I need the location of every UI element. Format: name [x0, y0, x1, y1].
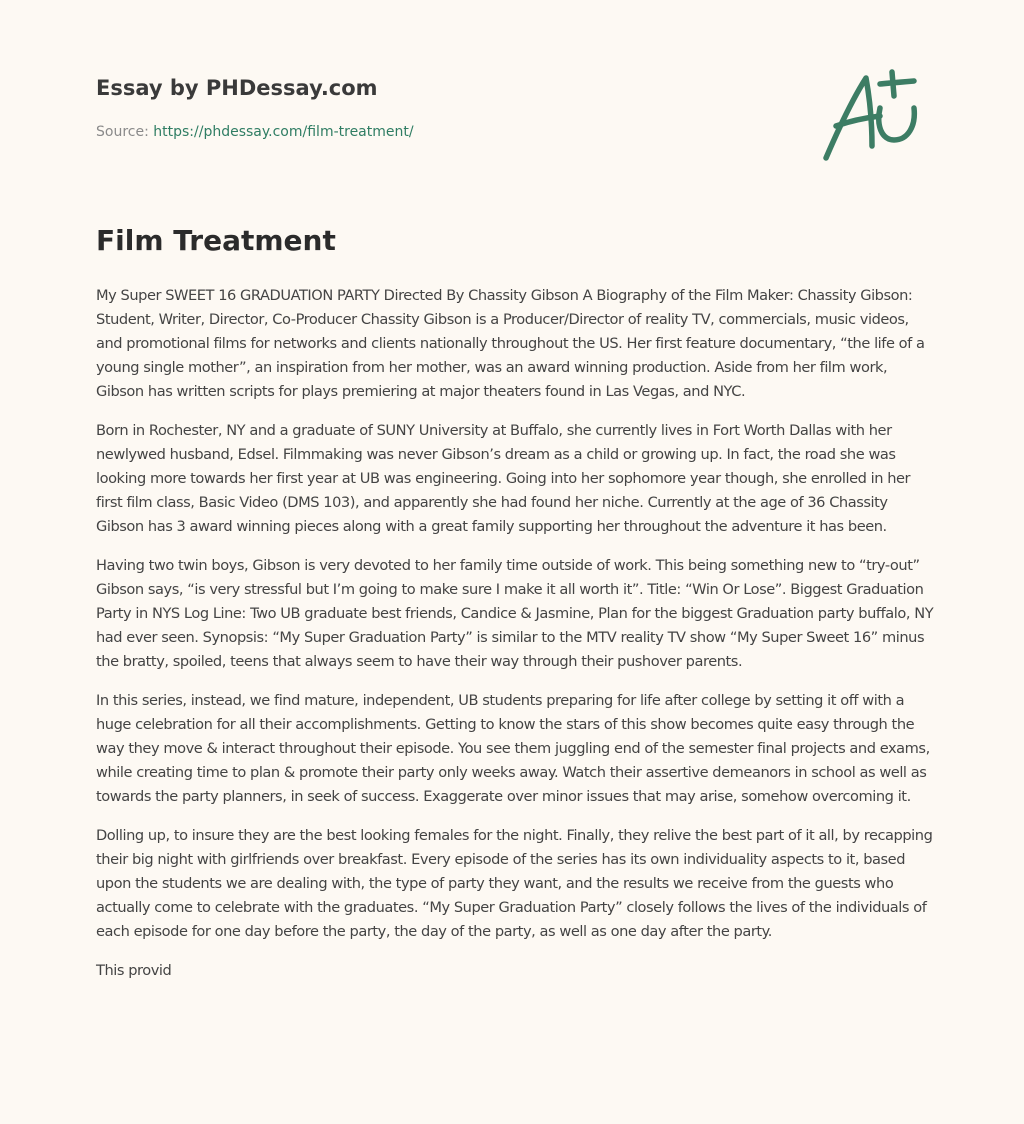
site-brand: Essay by PHDessay.com: [96, 76, 378, 100]
source-label: Source:: [96, 124, 154, 140]
essay-paragraph: Dolling up, to insure they are the best looking females for the night. Finally, they relive the best part of it all, by recapping their big night with girlfriends over breakfast. Every episode of the series has its own individuality aspects to it, based upon the students we are dealing with, the type of party they want, and the results we receive from the guests who actually come to celebrate with the graduates. “My Super Graduation Party” closely follows the lives of the individuals of each episode for one day before the party, the day of the party, as well as one day after the party.: [96, 827, 933, 940]
essay-paragraph: My Super SWEET 16 GRADUATION PARTY Directed By Chassity Gibson A Biography of the Film Maker: Chassity Gibson: Student, Writer, Director, Co-Producer Chassity Gibson is a Producer/Director of reality TV, commercials, music videos, and promotional films for networks and clients nationally throughout the US. Her first feature documentary, “the life of a young single mother”, an inspiration from her mother, was an award winning production. Aside from her film work, Gibson has written scripts for plays premiering at major theaters found in Las Vegas, and NYC.: [96, 287, 925, 400]
essay-paragraph: Having two twin boys, Gibson is very devoted to her family time outside of work. This being something new to “try-out” Gibson says, “is very stressful but I’m going to make sure I make it all worth it”. Title: “Win Or Lose”. Biggest Graduation Party in NYS Log Line: Two UB graduate best friends, Candice & Jasmine, Plan for the biggest Graduation party buffalo, NY had ever seen. Synopsis: “My Super Graduation Party” is similar to the MTV reality TV show “My Super Sweet 16” minus the bratty, spoiled, teens that always seem to have their way through their pushover parents.: [96, 557, 934, 670]
essay-paragraph: Born in Rochester, NY and a graduate of SUNY University at Buffalo, she currently lives in Fort Worth Dallas with her newlywed husband, Edsel. Filmmaking was never Gibson’s dream as a child or growing up. In fact, the road she was looking more towards her first year at UB was engineering. Going into her sophomore year though, she enrolled in her first film class, Basic Video (DMS 103), and apparently she had found her niche. Currently at the age of 36 Chassity Gibson has 3 award winning pieces along with a great family supporting her throughout the adventure it has been.: [96, 422, 911, 535]
essay-page: [96, 0, 936, 1124]
essay-body: [96, 284, 936, 998]
source-line: [96, 124, 414, 140]
source-link[interactable]: https://phdessay.com/film-treatment/: [153, 124, 414, 140]
essay-paragraph: This provid: [96, 962, 172, 979]
essay-title: Film Treatment: [96, 224, 336, 257]
a-plus-logo-icon: [820, 66, 926, 166]
essay-paragraph: In this series, instead, we find mature, independent, UB students preparing for life after college by setting it off with a huge celebration for all their accomplishments. Getting to know the stars of this show becomes quite easy through the way they move & interact throughout their episode. You see them juggling end of the semester final projects and exams, while creating time to plan & promote their party only weeks away. Watch their assertive demeanors in school as well as towards the party planners, in seek of success. Exaggerate over minor issues that may arise, somehow overcoming it.: [96, 692, 930, 805]
